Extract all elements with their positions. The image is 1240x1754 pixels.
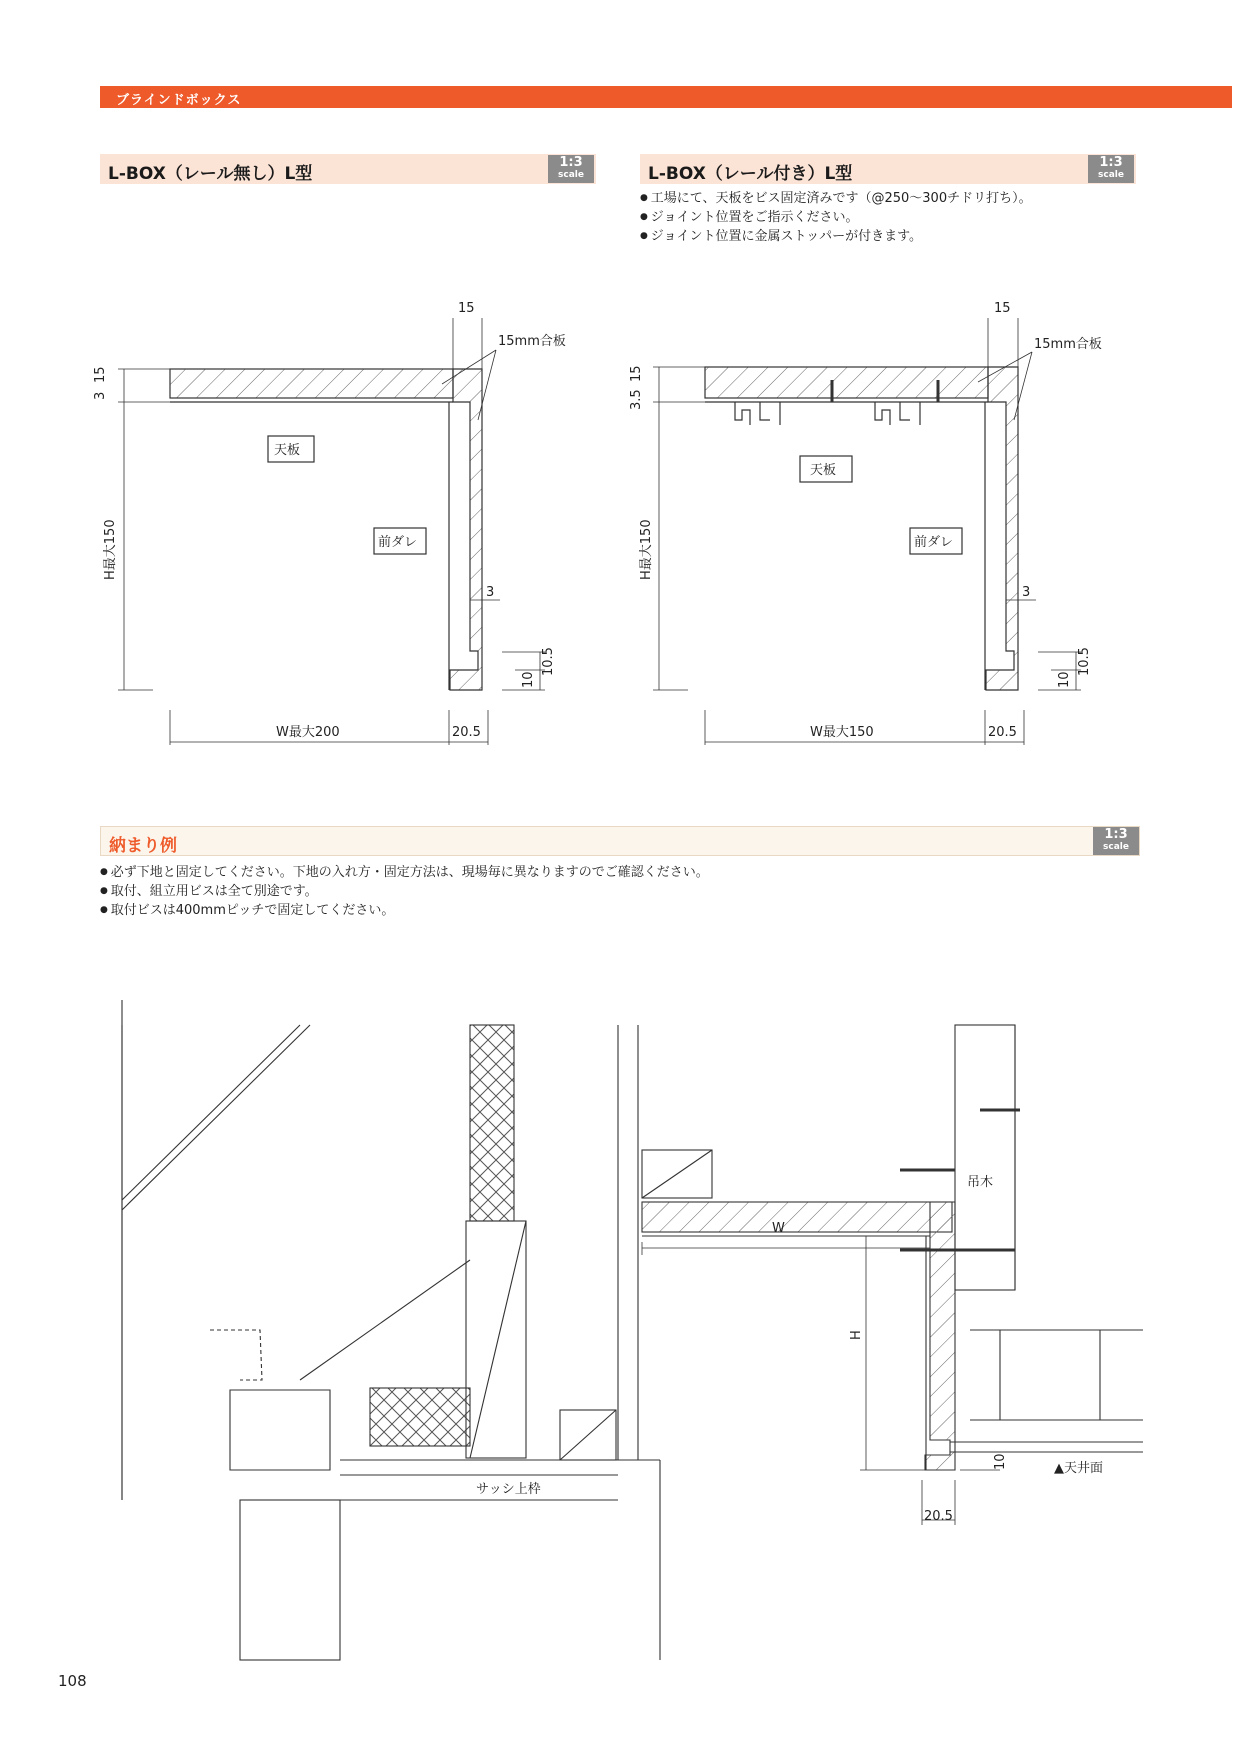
window-frame — [240, 1500, 340, 1660]
maedare-label: 前ダレ — [914, 535, 954, 550]
note-item: ● ジョイント位置をご指示ください。 — [640, 208, 1032, 227]
tenban-label: 天板 — [810, 463, 837, 478]
sash-label: サッシ上枠 — [476, 1482, 541, 1497]
install-section-title: 納まり例 — [109, 836, 177, 856]
insulation-lower — [370, 1388, 470, 1446]
section-band-label: ブラインドボックス — [116, 93, 242, 108]
dim-label: 15 — [629, 365, 644, 382]
insulation-upper — [470, 1025, 514, 1221]
install-section-header — [100, 826, 1140, 856]
right-panel-title: L-BOX（レール付き）L型 — [648, 164, 853, 184]
dim-label: 10.5 — [1077, 647, 1092, 676]
dim-label: 3 — [1022, 585, 1031, 600]
sash-frame — [230, 1390, 330, 1470]
plywood-label: 15mm合板 — [498, 334, 566, 349]
plywood-label: 15mm合板 — [1034, 337, 1102, 352]
dim-label: 10 — [1057, 671, 1072, 688]
dim-label: 3.5 — [629, 389, 644, 410]
h-label: H — [849, 1330, 864, 1340]
tsurigi-label: 吊木 — [967, 1175, 994, 1190]
dim-label: 20.5 — [988, 725, 1017, 740]
tenban-label: 天板 — [274, 443, 301, 458]
scale-word: scale — [1103, 842, 1129, 852]
height-label: H最大150 — [103, 519, 118, 580]
width-label: W最大150 — [810, 725, 874, 740]
height-label: H最大150 — [639, 519, 654, 580]
rail — [735, 402, 780, 425]
width-label: W最大200 — [276, 725, 340, 740]
dim-label: 15 — [994, 301, 1011, 316]
maedare-label: 前ダレ — [378, 535, 418, 550]
front-drop — [986, 367, 1018, 690]
scale-ratio: 1:3 — [1104, 827, 1128, 842]
dim-label: 3 — [486, 585, 495, 600]
front-drop — [450, 369, 482, 690]
ceiling-rail — [1000, 1330, 1100, 1420]
scale-badge — [1093, 827, 1139, 855]
scale-ratio: 1:3 — [559, 155, 583, 170]
dim-label: 10.5 — [541, 647, 556, 676]
dim-label: 20.5 — [452, 725, 481, 740]
note-item: ● 取付ビスは400mmピッチで固定してください。 — [100, 901, 709, 920]
install-drawing — [0, 1000, 1240, 1680]
note-item: ● 取付、組立用ビスは全て別途です。 — [100, 882, 709, 901]
scale-word: scale — [558, 170, 584, 180]
top-board — [705, 367, 988, 398]
post — [466, 1221, 526, 1458]
note-item: ● 工場にて、天板をビス固定済みです（@250〜300チドリ打ち）。 — [640, 189, 1032, 208]
note-item: ● ジョイント位置に金属ストッパーが付きます。 — [640, 227, 1032, 246]
right-drawing — [620, 0, 1240, 780]
sash-hidden — [210, 1330, 262, 1380]
page-number: 108 — [58, 1672, 87, 1690]
scale-ratio: 1:3 — [1099, 155, 1123, 170]
left-drawing — [0, 0, 620, 780]
dim-label: 10 — [521, 671, 536, 688]
dim-label: 10 — [993, 1453, 1008, 1470]
dim-label: 15 — [458, 301, 475, 316]
scale-word: scale — [1098, 170, 1124, 180]
dim-label: 3 — [93, 391, 108, 400]
left-panel-title: L-BOX（レール無し）L型 — [108, 164, 313, 184]
top-board — [170, 369, 453, 398]
dim-label: 20.5 — [924, 1509, 953, 1524]
ceiling-label: ▲天井面 — [1054, 1461, 1103, 1476]
install-notes — [100, 863, 709, 920]
note-item: ● 必ず下地と固定してください。下地の入れ方・固定方法は、現場毎に異なりますのでご確認ください。 — [100, 863, 709, 882]
front-drop — [925, 1202, 955, 1470]
rail — [875, 402, 920, 425]
w-label: W — [772, 1221, 785, 1236]
dim-label: 15 — [93, 366, 108, 383]
top-board — [642, 1202, 952, 1232]
